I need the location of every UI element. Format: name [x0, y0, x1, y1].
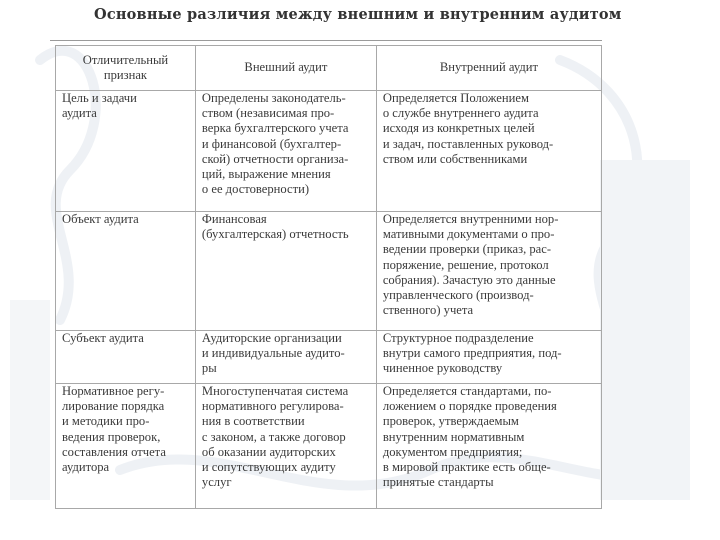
title-divider — [50, 40, 602, 41]
header-text-line: Отличительный — [82, 52, 169, 67]
comparison-table — [55, 45, 602, 509]
cell-text-line: о службе внутреннего аудита — [382, 106, 539, 121]
cell-internal — [376, 331, 601, 384]
cell-text-line: ством или собственниками — [382, 151, 528, 166]
header-text-line: Внешний аудит — [244, 60, 328, 75]
table-header-row — [56, 46, 602, 91]
cell-text-line: и задач, поставленных руковод- — [382, 136, 554, 151]
cell-text-line: Нормативное регу- — [62, 384, 165, 398]
cell-text-line: (бухгалтерская) отчетность — [201, 227, 349, 242]
cell-text-line: мативными документами о про- — [382, 227, 555, 242]
cell-text-line: составления отчета — [62, 444, 166, 459]
cell-text-line: ций, выражение мнения — [201, 167, 331, 182]
cell-text-line: услуг — [201, 475, 232, 490]
cell-internal — [376, 384, 601, 509]
page-title: Основные различия между внешним и внутренним аудитом — [94, 6, 622, 23]
cell-internal — [376, 91, 601, 212]
cell-text-line: внутренним нормативным — [382, 429, 525, 444]
cell-text-line: аудита — [62, 106, 97, 121]
cell-feature — [56, 91, 196, 212]
header-external-audit — [195, 46, 376, 91]
cell-text-line: и сопутствующих аудиту — [201, 460, 336, 475]
header-text-line: Внутренний аудит — [439, 60, 539, 75]
cell-text-line: управленческого (производ- — [382, 288, 534, 303]
cell-external — [195, 384, 376, 509]
cell-text-line: чиненное руководству — [382, 361, 503, 376]
cell-text-line: поряжение, решение, протокол — [382, 257, 549, 272]
cell-feature — [56, 212, 196, 331]
cell-text-line: проверок, утверждаемым — [382, 414, 519, 429]
cell-text-line: внутри самого предприятия, под- — [382, 346, 562, 361]
cell-text-line: Определяется стандартами, по- — [382, 384, 552, 398]
cell-text-line: с законом, а также договор — [201, 429, 346, 444]
cell-text-line: о ее достоверности) — [201, 182, 310, 197]
cell-text-line: Субъект аудита — [62, 331, 144, 345]
cell-text-line: аудитора — [62, 460, 110, 475]
table-row — [56, 91, 602, 212]
table-row — [56, 331, 602, 384]
cell-text-line: в мировой практике есть обще- — [382, 460, 551, 475]
cell-text-line: ской) отчетности организа- — [201, 151, 349, 166]
cell-external — [195, 212, 376, 331]
header-internal-audit — [376, 46, 601, 91]
cell-text-line: Финансовая — [201, 212, 267, 226]
cell-text-line: и методики про- — [62, 414, 150, 429]
cell-text-line: ведения проверок, — [62, 429, 161, 444]
cell-text-line: исходя из конкретных целей — [382, 121, 535, 136]
table-row — [56, 212, 602, 331]
cell-text-line: принятые стандарты — [382, 475, 494, 490]
cell-internal — [376, 212, 601, 331]
cell-text-line: Определяется внутренними нор- — [382, 212, 559, 226]
cell-text-line: документом предприятия; — [382, 444, 523, 459]
cell-feature — [56, 384, 196, 509]
cell-text-line: нормативного регулирова- — [201, 399, 344, 414]
cell-text-line: ры — [201, 361, 217, 376]
cell-text-line: верка бухгалтерского учета — [201, 121, 349, 136]
cell-text-line: Объект аудита — [62, 212, 139, 226]
cell-text-line: Цель и задачи — [62, 91, 137, 105]
cell-text-line: ведении проверки (приказ, рас- — [382, 242, 552, 257]
cell-text-line: лирование порядка — [62, 399, 165, 414]
cell-text-line: и индивидуальные аудито- — [201, 346, 345, 361]
header-text-line: признак — [103, 68, 148, 82]
table-row — [56, 384, 602, 509]
cell-text-line: Определены законодатель- — [201, 91, 346, 105]
cell-text-line: ложением о порядке проведения — [382, 399, 557, 414]
cell-text-line: и финансовой (бухгалтер- — [201, 136, 342, 151]
cell-feature — [56, 331, 196, 384]
header-feature — [56, 46, 196, 91]
cell-external — [195, 91, 376, 212]
cell-text-line: собрания). Зачастую это данные — [382, 272, 556, 287]
cell-text-line: Многоступенчатая система — [201, 384, 349, 398]
cell-text-line: Аудиторские организации — [201, 331, 342, 345]
cell-text-line: ством (независимая про- — [201, 106, 335, 121]
cell-text-line: Структурное подразделение — [382, 331, 534, 345]
cell-text-line: ственного) учета — [382, 303, 474, 318]
cell-external — [195, 331, 376, 384]
cell-text-line: об оказании аудиторских — [201, 444, 336, 459]
cell-text-line: ния в соответствии — [201, 414, 305, 429]
cell-text-line: Определяется Положением — [382, 91, 529, 105]
